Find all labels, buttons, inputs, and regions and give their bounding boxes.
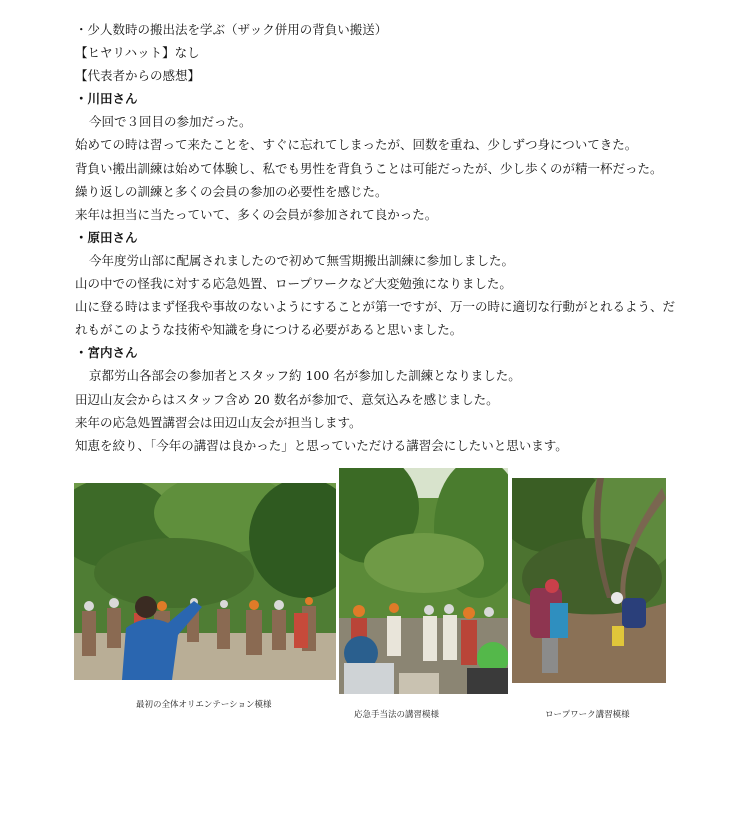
caption-orientation: 最初の全体オリエンテーション模様 xyxy=(136,700,272,710)
text-line: ・少人数時の搬出法を学ぶ（ザック併用の背負い搬送） xyxy=(75,22,388,37)
speaker-heading: ・川田さん xyxy=(75,91,138,107)
text-line: 繰り返しの訓練と多くの会員の参加の必要性を感じた。 xyxy=(75,183,388,199)
text-line: 【代表者からの感想】 xyxy=(75,68,201,84)
photo-group-orientation xyxy=(74,483,336,680)
caption-first-aid: 応急手当法の講習模様 xyxy=(354,710,440,720)
text-line: 始めての時は習って来たことを、すぐに忘れてしまったが、回数を重ね、少しずつ身についてきた。 xyxy=(75,137,638,153)
text-line: 山に登る時はまず怪我や事故のないようにすることが第一ですが、万一の時に適切な行動がとれるよう、だ xyxy=(75,299,676,315)
text-line: 今回で３回目の参加だった。 xyxy=(89,114,252,130)
text-line: 来年の応急処置講習会は田辺山友会が担当します。 xyxy=(75,414,362,430)
text-line: 山の中での怪我に対する応急処置、ロープワークなど大変勉強になりました。 xyxy=(75,276,512,292)
text-line: 今年度労山部に配属されましたので初めて無雪期搬出訓練に参加しました。 xyxy=(89,252,515,268)
report-text xyxy=(75,18,675,457)
text-line: 京都労山各部会の参加者とスタッフ約 100 名が参加した訓練となりました。 xyxy=(89,368,521,384)
photo-ropework-forest xyxy=(512,478,666,683)
caption-ropework: ロープワーク講習模様 xyxy=(545,710,630,720)
speaker-heading: ・宮内さん xyxy=(75,345,138,361)
text-line: 来年は担当に当たっていて、多くの会員が参加されて良かった。 xyxy=(75,206,438,222)
speaker-heading: ・原田さん xyxy=(75,229,138,245)
text-line: 背負い搬出訓練は始めて体験し、私でも男性を背負うことは可能だったが、少し歩くのが精一杯だった。 xyxy=(75,160,663,176)
text-line: れもがこのような技術や知識を身につける必要があると思いました。 xyxy=(75,322,463,338)
text-line: 知恵を絞り、「今年の講習は良かった」と思っていただける講習会にしたいと思います。 xyxy=(75,437,568,453)
photo-first-aid-lecture xyxy=(339,468,508,694)
text-line: 【ヒヤリハット】なし xyxy=(75,45,200,61)
text-line: 田辺山友会からはスタッフ含め 20 数名が参加で、意気込みを感じました。 xyxy=(75,391,499,407)
